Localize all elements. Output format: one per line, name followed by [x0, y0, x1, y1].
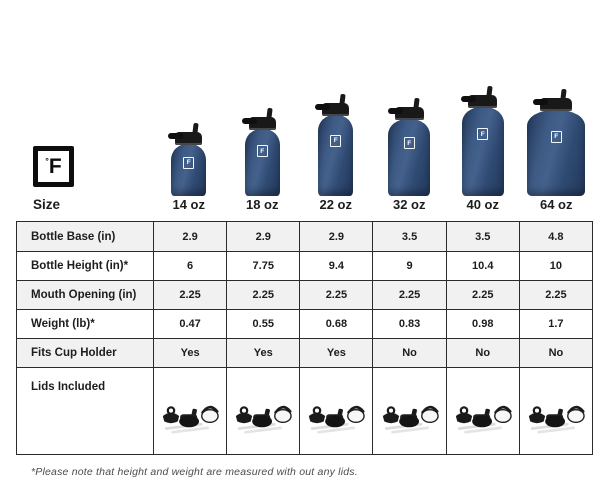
lids-cell	[519, 367, 592, 454]
bottle-body	[171, 144, 206, 196]
lids-row-label: Lids Included	[17, 367, 153, 454]
straw-lid-icon	[472, 408, 492, 427]
spec-value: 0.98	[446, 309, 519, 338]
lid-handle-icon	[315, 104, 330, 110]
spec-row-label: Bottle Base (in)	[17, 222, 153, 251]
spec-value: 0.47	[153, 309, 226, 338]
spec-value: 2.25	[519, 280, 592, 309]
carabiner-lid-icon	[456, 407, 472, 423]
size-column-header: 14 oz	[172, 197, 205, 212]
spec-value: Yes	[153, 338, 226, 367]
size-labels-row	[152, 197, 593, 212]
flip-lid-icon	[568, 407, 584, 422]
straw-lid-cap-icon	[395, 107, 424, 120]
bottle-brand-logo: F	[183, 157, 194, 169]
brand-logo-glyph	[45, 156, 61, 177]
spec-value: 0.55	[226, 309, 299, 338]
spec-value: 2.25	[153, 280, 226, 309]
bottle-body	[245, 129, 280, 196]
bottle-brand-logo: F	[477, 128, 488, 140]
flip-lid-icon	[421, 407, 437, 422]
size-column-header: 32 oz	[392, 197, 426, 212]
carabiner-lid-icon	[236, 407, 252, 423]
three-lids-with-straws-icon	[305, 397, 367, 435]
flip-lid-icon	[275, 407, 291, 422]
bottle-brand-logo: F	[257, 145, 268, 157]
flip-lid-icon	[202, 407, 218, 422]
spec-value: 10	[519, 251, 592, 280]
flip-lid-icon	[348, 407, 364, 422]
spec-row-label: Fits Cup Holder	[17, 338, 153, 367]
bottle-body	[318, 115, 353, 196]
logo-letter: F	[48, 155, 62, 178]
lids-cell	[226, 367, 299, 454]
carabiner-lid-icon	[382, 407, 398, 423]
straw-lid-cap-icon	[540, 98, 572, 111]
three-lids-with-straws-icon	[525, 397, 587, 435]
three-lids-with-straws-icon	[232, 397, 294, 435]
straw-lid-cap-icon	[468, 95, 497, 108]
spec-value: No	[519, 338, 592, 367]
lids-cell	[446, 367, 519, 454]
spec-value: Yes	[299, 338, 372, 367]
bottle-32-oz	[388, 98, 430, 196]
straw-lid-icon	[179, 408, 199, 427]
spec-value: 0.83	[372, 309, 445, 338]
straw-lid-icon	[326, 408, 346, 427]
spec-row-label: Bottle Height (in)*	[17, 251, 153, 280]
straw-lid-icon	[399, 408, 419, 427]
bottle-body	[527, 110, 585, 196]
bottle-brand-logo: F	[330, 135, 341, 147]
carabiner-lid-icon	[309, 407, 325, 423]
size-column-header: 64 oz	[539, 197, 573, 212]
lid-handle-icon	[461, 96, 476, 102]
bottle-brand-logo: F	[551, 131, 562, 143]
spec-table	[16, 221, 593, 455]
spec-row-label: Mouth Opening (in)	[17, 280, 153, 309]
three-lids-with-straws-icon	[452, 397, 514, 435]
spec-value: 2.25	[299, 280, 372, 309]
lids-cell	[372, 367, 445, 454]
size-column-header: 22 oz	[319, 197, 352, 212]
size-column-header: 18 oz	[245, 197, 279, 212]
spec-value: 3.5	[372, 222, 445, 251]
size-row-caption: Size	[33, 197, 61, 212]
footnote: *Please note that height and weight are measured with out any lids.	[31, 466, 358, 478]
straw-lid-cap-icon	[249, 117, 276, 130]
straw-lid-icon	[252, 408, 272, 427]
bottle-40-oz	[462, 86, 504, 196]
spec-value: 1.7	[519, 309, 592, 338]
lid-handle-icon	[533, 99, 548, 105]
three-lids-with-straws-icon	[379, 397, 441, 435]
brand-logo	[33, 146, 74, 187]
spec-value: 10.4	[446, 251, 519, 280]
lid-handle-icon	[168, 133, 183, 139]
size-column-header: 40 oz	[466, 197, 499, 212]
bottle-brand-logo: F	[404, 137, 415, 149]
bottle-14-oz	[171, 123, 206, 196]
spec-value: 2.25	[372, 280, 445, 309]
spec-value: 2.25	[226, 280, 299, 309]
spec-value: 9	[372, 251, 445, 280]
bottle-body	[462, 107, 504, 196]
spec-value: 2.9	[299, 222, 372, 251]
lids-cell	[153, 367, 226, 454]
spec-value: 4.8	[519, 222, 592, 251]
flip-lid-icon	[494, 407, 510, 422]
carabiner-lid-icon	[529, 407, 545, 423]
bottle-body	[388, 119, 430, 196]
carabiner-lid-icon	[163, 407, 179, 423]
spec-value: Yes	[226, 338, 299, 367]
spec-value: 6	[153, 251, 226, 280]
spec-value: No	[446, 338, 519, 367]
straw-lid-cap-icon	[322, 103, 349, 116]
lid-handle-icon	[242, 118, 257, 124]
three-lids-with-straws-icon	[159, 397, 221, 435]
spec-value: 2.25	[446, 280, 519, 309]
bottle-64-oz	[527, 89, 585, 196]
spec-value: No	[372, 338, 445, 367]
bottle-22-oz	[318, 94, 353, 196]
spec-value: 2.9	[153, 222, 226, 251]
spec-value: 0.68	[299, 309, 372, 338]
spec-row-label: Weight (lb)*	[17, 309, 153, 338]
spec-value: 7.75	[226, 251, 299, 280]
spec-value: 3.5	[446, 222, 519, 251]
lid-handle-icon	[388, 108, 403, 114]
spec-value: 9.4	[299, 251, 372, 280]
straw-lid-cap-icon	[175, 132, 202, 145]
degree-symbol: °	[45, 156, 49, 166]
lids-cell	[299, 367, 372, 454]
spec-value: 2.9	[226, 222, 299, 251]
bottle-18-oz	[245, 108, 280, 196]
straw-lid-icon	[545, 408, 565, 427]
